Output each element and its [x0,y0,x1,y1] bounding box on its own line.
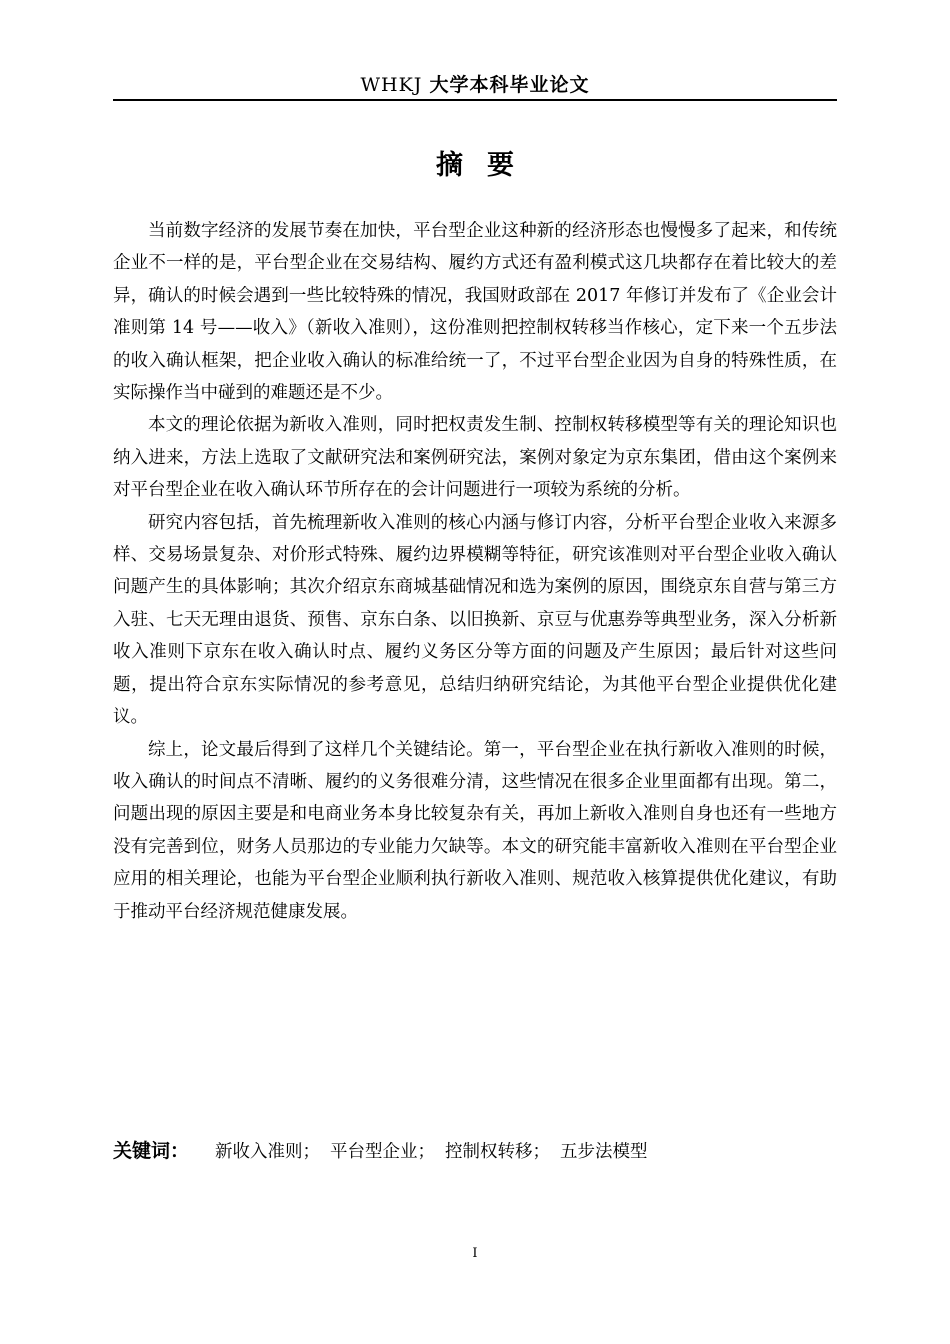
keyword-item: 五步法模型 [560,1142,648,1162]
keywords-line [113,1134,837,1168]
abstract-paragraph-2: 本文的理论依据为新收入准则，同时把权责发生制、控制权转移模型等有关的理论知识也纳入进来，方法上选取了文献研究法和案例研究法，案例对象定为京东集团，借由这个案例来对平台型企业在收入确认环节所存在的会计问题进行一项较为系统的分析。 [113,415,837,501]
page-number: I [472,1246,478,1261]
keywords-label: 关键词： [113,1140,190,1162]
keyword-item: 新收入准则； [215,1142,321,1162]
abstract-title: 摘要 [436,150,538,181]
keyword-item: 控制权转移； [445,1142,551,1162]
keyword-item: 平台型企业； [330,1142,436,1162]
header-latin: WHKJ [360,74,430,96]
abstract-paragraph-3: 研究内容包括，首先梳理新收入准则的核心内涵与修订内容，分析平台型企业收入来源多样、交易场景复杂、对价形式特殊、履约边界模糊等特征，研究该准则对平台型企业收入确认问题产生的具体影响；其次介绍京东商城基础情况和选为案例的原因，围绕京东自营与第三方入驻、七天无理由退货、预售、京东白条、以旧换新、京豆与优惠券等典型业务，深入分析新收入准则下京东在收入确认时点、履约义务区分等方面的问题及产生原因；最后针对这些问题，提出符合京东实际情况的参考意见，总结归纳研究结论，为其他平台型企业提供优化建议。 [113,512,837,728]
abstract-paragraph-1: 当前数字经济的发展节奏在加快，平台型企业这种新的经济形态也慢慢多了起来，和传统企业不一样的是，平台型企业在交易结构、履约方式还有盈利模式这几块都存在着比较大的差异，确认的时候会遇到一些比较特殊的情况，我国财政部在 2017 年修订并发布了《企业会计准则第 14 号——收入》（新收入准则），这份准则把控制权转移当作核心，定下来一个五步法的收入确认框架，把企业收入确认的标准给统一了，不过平台型企业因为自身的特殊性质，在实际操作当中碰到的难题还是不少。 [113,221,837,404]
running-header [113,70,837,100]
abstract-body [113,215,837,928]
header-rule [113,99,837,101]
header-chinese: 大学本科毕业论文 [429,74,590,96]
abstract-paragraph-4: 综上，论文最后得到了这样几个关键结论。第一，平台型企业在执行新收入准则的时候，收入确认的时间点不清晰、履约的义务很难分清，这些情况在很多企业里面都有出现。第二，问题出现的原因主要是和电商业务本身比较复杂有关，再加上新收入准则自身也还有一些地方没有完善到位，财务人员那边的专业能力欠缺等。本文的研究能丰富新收入准则在平台型企业应用的相关理论，也能为平台型企业顺利执行新收入准则、规范收入核算提供优化建议，有助于推动平台经济规范健康发展。 [113,739,837,922]
